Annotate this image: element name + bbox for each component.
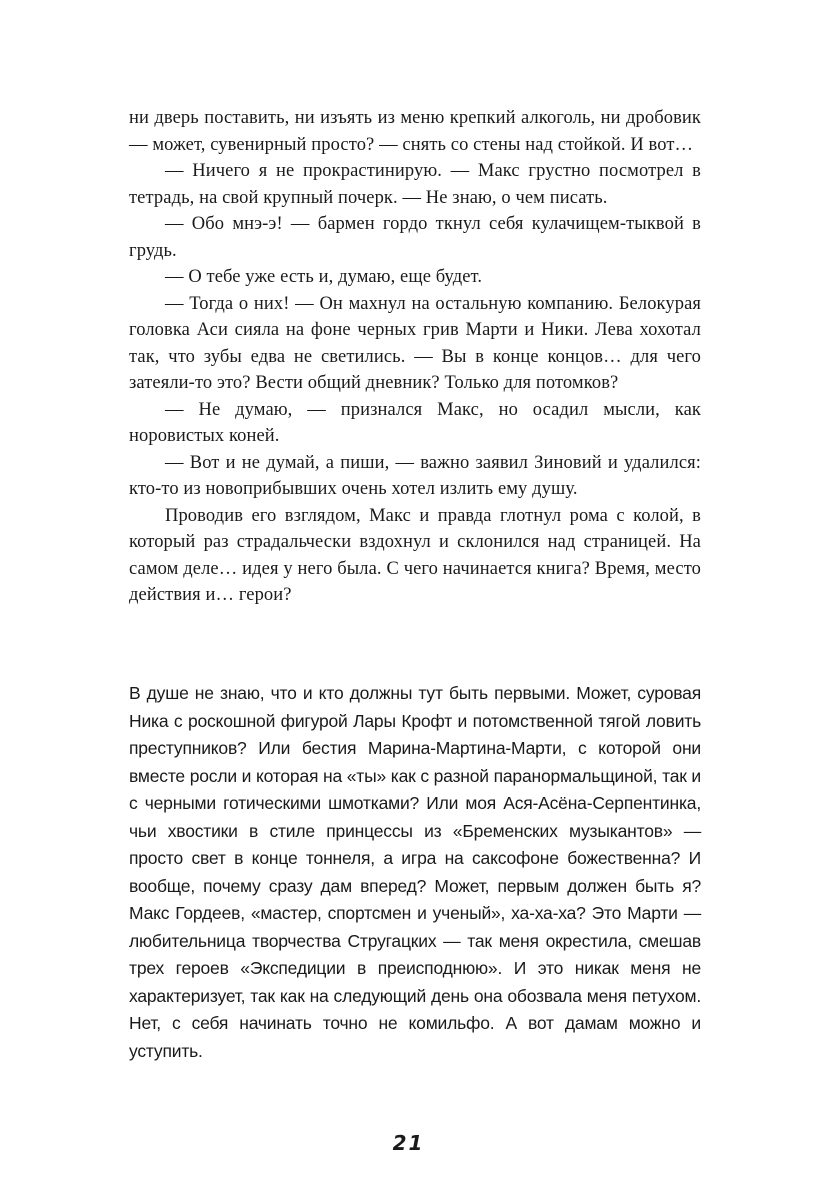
narrative-text bbox=[129, 105, 701, 609]
diary-paragraph: В душе не знаю, что и кто должны тут быть первыми. Может, суровая Ника с роскошной фигурой Лары Крофт и потомственной тягой ловить преступников? Или бестия Марина-Мартина-Марти, с которой они вместе росли и которая на «ты» как с разной паранормальщиной, так и с черными готическими шмотками? Или моя Ася-Асёна-Серпентинка, чьи хвостики в стиле принцессы из «Бременских музыкантов» — просто свет в конце тоннеля, а игра на саксофоне божественна? И вообще, почему сразу дам вперед? Может, первым должен быть я? Макс Гордеев, «мастер, спортсмен и ученый», ха-ха-ха? Это Марти — любительница творчества Стругацких — так меня окрестила, смешав трех героев «Экспедиции в преисподнюю». И это никак меня не характеризует, так как на следующий день она обозвала меня петухом. Нет, с себя начинать точно не комильфо. А вот дамам можно и уступить. bbox=[129, 683, 701, 1061]
paragraph-4: — О тебе уже есть и, думаю, еще будет. bbox=[165, 267, 483, 287]
paragraph-8: Проводив его взглядом, Макс и правда глотнул рома с колой, в который раз страдальчески вздохнул и склонился над страницей. На самом деле… идея у него была. С чего начинается книга? Время, место действия и… герои? bbox=[129, 505, 701, 605]
page-number: 21 bbox=[392, 1131, 425, 1155]
paragraph-5: — Тогда о них! — Он махнул на остальную компанию. Белокурая головка Аси сияла на фоне черных грив Марти и Ники. Лева хохотал так, что зубы едва не светились. — Вы в конце концов… для чего затеяли-то это? Вести общий дневник? Только для потомков? bbox=[129, 293, 701, 393]
paragraph-3: — Обо мнэ-э! — бармен гордо ткнул себя кулачищем-тыквой в грудь. bbox=[129, 214, 701, 261]
paragraph-1: ни дверь поставить, ни изъять из меню крепкий алкоголь, ни дробовик — может, сувенирный просто? — снять со стены над стойкой. И вот… bbox=[129, 108, 701, 155]
paragraph-2: — Ничего я не прокрастинирую. — Макс грустно посмотрел в тетрадь, на свой крупный почерк. — Не знаю, о чем писать. bbox=[129, 161, 701, 208]
paragraph-6: — Не думаю, — признался Макс, но осадил мысли, как норовистых коней. bbox=[129, 399, 701, 446]
diary-text bbox=[129, 680, 701, 1065]
paragraph-7: — Вот и не думай, а пиши, — важно заявил Зиновий и удалился: кто-то из новоприбывших очень хотел излить ему душу. bbox=[129, 452, 701, 499]
